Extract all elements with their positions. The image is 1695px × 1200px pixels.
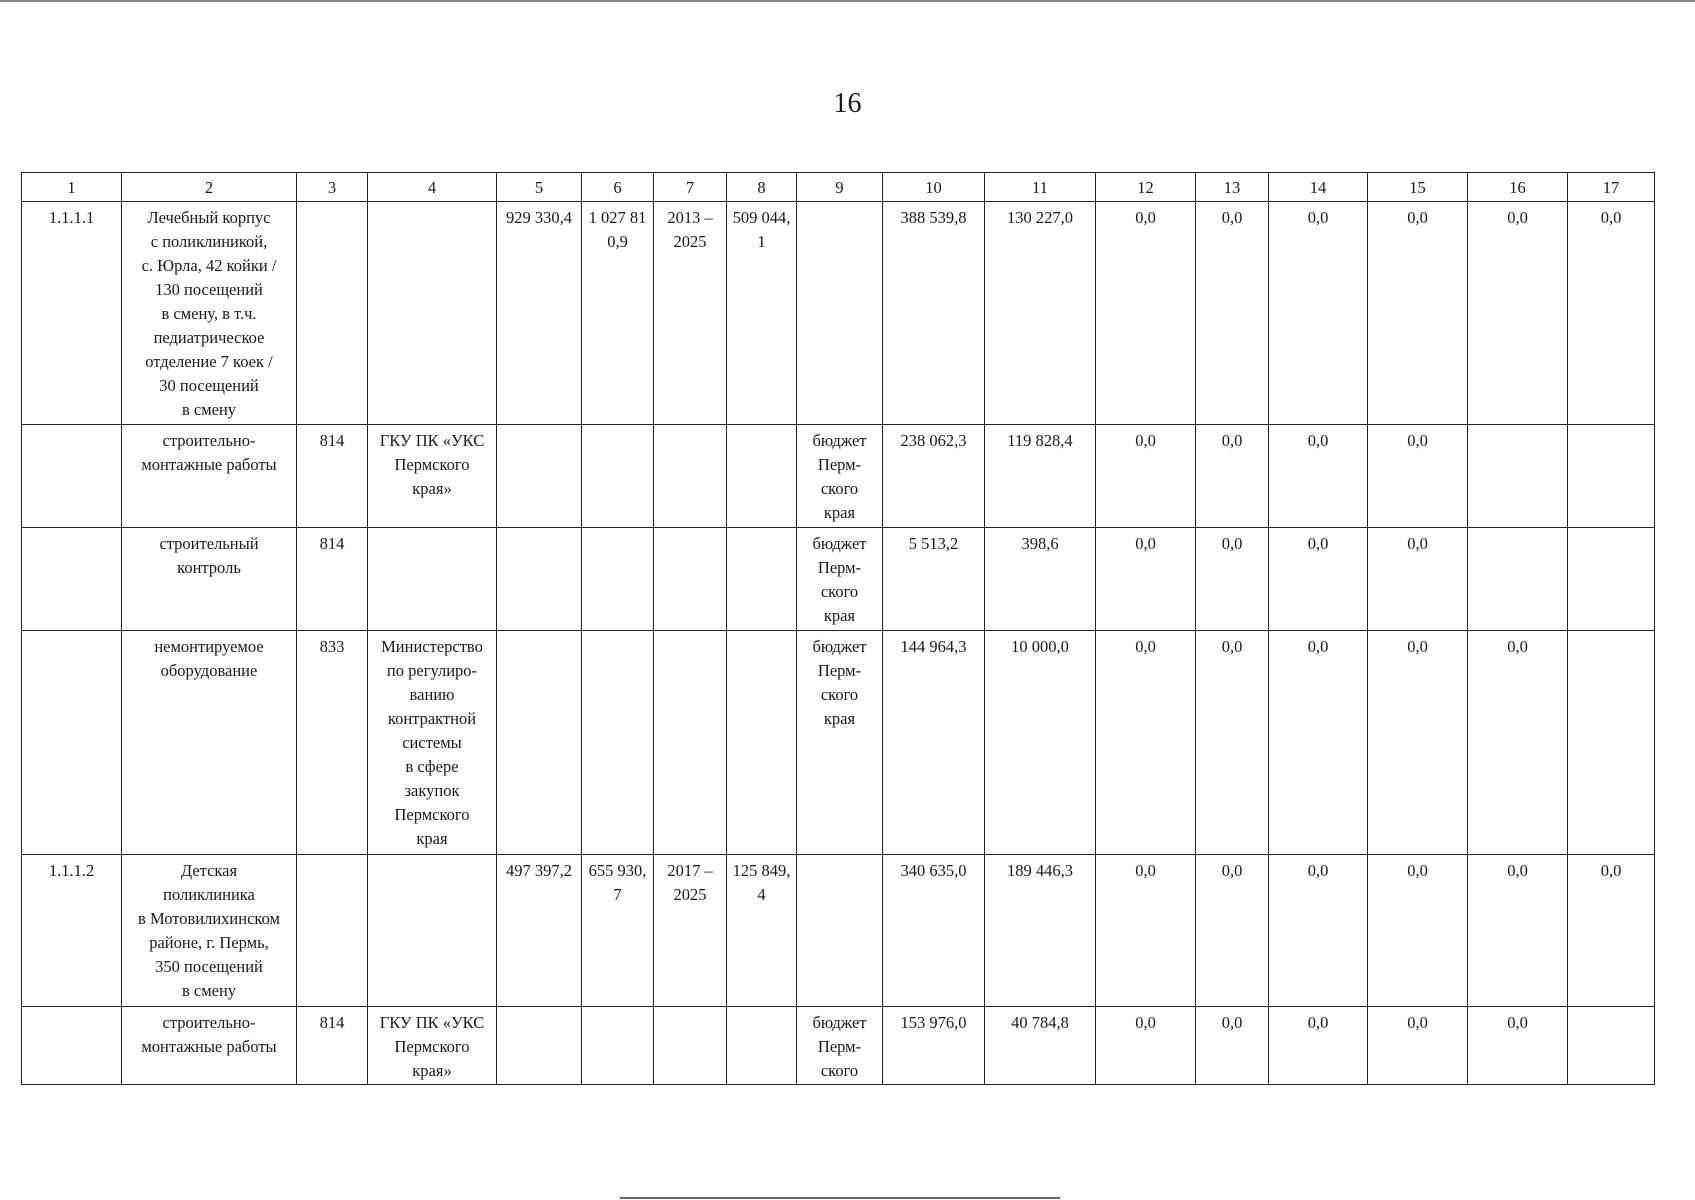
table-cell bbox=[727, 528, 797, 631]
column-header: 7 bbox=[654, 173, 727, 202]
table-cell: 0,0 bbox=[1196, 855, 1269, 1007]
table-row bbox=[22, 202, 1655, 425]
table-cell: 0,0 bbox=[1269, 528, 1368, 631]
table-cell bbox=[297, 855, 368, 1007]
table-cell: 125 849, 4 bbox=[727, 855, 797, 1007]
table-cell: 0,0 bbox=[1468, 202, 1568, 425]
item-number-cell bbox=[22, 1007, 122, 1085]
column-header: 12 bbox=[1096, 173, 1196, 202]
table-cell: 0,0 bbox=[1568, 202, 1655, 425]
table-cell bbox=[1568, 528, 1655, 631]
table-cell: 1 027 81 0,9 bbox=[582, 202, 654, 425]
table-cell: 189 446,3 bbox=[985, 855, 1096, 1007]
column-header: 16 bbox=[1468, 173, 1568, 202]
table-cell bbox=[727, 631, 797, 855]
table-cell: 0,0 bbox=[1196, 1007, 1269, 1085]
column-header: 15 bbox=[1368, 173, 1468, 202]
table-cell bbox=[582, 1007, 654, 1085]
item-name-cell: строительный контроль bbox=[122, 528, 297, 631]
table-cell: 0,0 bbox=[1196, 528, 1269, 631]
page-number: 16 bbox=[833, 88, 862, 119]
item-name-cell: Лечебный корпус с поликлиникой, с. Юрла, 42 койки / 130 посещений в смену, в т.ч. педиатрическое отделение 7 коек / 30 посещений в смену bbox=[122, 202, 297, 425]
table-cell: 388 539,8 bbox=[883, 202, 985, 425]
table-cell: 238 062,3 bbox=[883, 425, 985, 528]
table-cell: 0,0 bbox=[1269, 202, 1368, 425]
item-number-cell bbox=[22, 631, 122, 855]
table-cell: 2013 – 2025 bbox=[654, 202, 727, 425]
table-cell: бюджет Перм- ского края bbox=[797, 631, 883, 855]
table-cell: 0,0 bbox=[1269, 1007, 1368, 1085]
table-cell: ГКУ ПК «УКС Пермского края» bbox=[368, 1007, 497, 1085]
table-cell: 119 828,4 bbox=[985, 425, 1096, 528]
table-cell: Министерство по регулиро- ванию контрактной системы в сфере закупок Пермского края bbox=[368, 631, 497, 855]
table-cell bbox=[582, 425, 654, 528]
table-row bbox=[22, 1007, 1655, 1085]
table-cell bbox=[1468, 528, 1568, 631]
table-cell bbox=[368, 202, 497, 425]
table-cell bbox=[654, 1007, 727, 1085]
table-cell: 0,0 bbox=[1368, 202, 1468, 425]
table-cell bbox=[582, 528, 654, 631]
table-cell: 0,0 bbox=[1368, 631, 1468, 855]
table-cell: 0,0 bbox=[1468, 855, 1568, 1007]
table-cell: 814 bbox=[297, 425, 368, 528]
budget-table bbox=[21, 172, 1655, 1085]
item-number-cell: 1.1.1.2 bbox=[22, 855, 122, 1007]
table-cell: 40 784,8 bbox=[985, 1007, 1096, 1085]
item-number-cell: 1.1.1.1 bbox=[22, 202, 122, 425]
table-cell: 130 227,0 bbox=[985, 202, 1096, 425]
table-row bbox=[22, 631, 1655, 855]
table-cell: 0,0 bbox=[1568, 855, 1655, 1007]
table-cell: 0,0 bbox=[1368, 528, 1468, 631]
column-number-row bbox=[22, 173, 1655, 202]
table-cell: 0,0 bbox=[1468, 1007, 1568, 1085]
table-cell: 0,0 bbox=[1468, 631, 1568, 855]
table-cell: 0,0 bbox=[1096, 425, 1196, 528]
table-cell: бюджет Перм- ского края bbox=[797, 528, 883, 631]
table-cell bbox=[1468, 425, 1568, 528]
table-cell bbox=[654, 528, 727, 631]
item-name-cell: строительно- монтажные работы bbox=[122, 1007, 297, 1085]
table-cell: 814 bbox=[297, 1007, 368, 1085]
column-header: 4 bbox=[368, 173, 497, 202]
table-cell: 833 bbox=[297, 631, 368, 855]
column-header: 10 bbox=[883, 173, 985, 202]
bottom-scan-edge bbox=[620, 1197, 1060, 1199]
table-cell bbox=[497, 1007, 582, 1085]
item-name-cell: немонтируемое оборудование bbox=[122, 631, 297, 855]
column-header: 13 bbox=[1196, 173, 1269, 202]
table-cell: 497 397,2 bbox=[497, 855, 582, 1007]
table-cell: 144 964,3 bbox=[883, 631, 985, 855]
table-cell: 0,0 bbox=[1096, 202, 1196, 425]
table-cell bbox=[582, 631, 654, 855]
table-cell: 509 044, 1 bbox=[727, 202, 797, 425]
table-cell: 655 930, 7 bbox=[582, 855, 654, 1007]
table-cell: 0,0 bbox=[1269, 855, 1368, 1007]
table-row bbox=[22, 855, 1655, 1007]
column-header: 2 bbox=[122, 173, 297, 202]
table-cell bbox=[497, 528, 582, 631]
table-cell: 0,0 bbox=[1096, 528, 1196, 631]
column-header: 5 bbox=[497, 173, 582, 202]
table-cell bbox=[297, 202, 368, 425]
column-header: 9 bbox=[797, 173, 883, 202]
table-cell bbox=[797, 202, 883, 425]
table-cell bbox=[654, 425, 727, 528]
table-cell: 0,0 bbox=[1269, 425, 1368, 528]
table-cell: 340 635,0 bbox=[883, 855, 985, 1007]
table-cell: 0,0 bbox=[1269, 631, 1368, 855]
table-cell: 5 513,2 bbox=[883, 528, 985, 631]
table-cell bbox=[1568, 425, 1655, 528]
column-header: 14 bbox=[1269, 173, 1368, 202]
column-header: 6 bbox=[582, 173, 654, 202]
table-cell: бюджет Перм- ского края bbox=[797, 425, 883, 528]
column-header: 3 bbox=[297, 173, 368, 202]
table-cell: 0,0 bbox=[1196, 425, 1269, 528]
table-cell bbox=[654, 631, 727, 855]
table-cell: 0,0 bbox=[1368, 1007, 1468, 1085]
table-cell: 153 976,0 bbox=[883, 1007, 985, 1085]
column-header: 11 bbox=[985, 173, 1096, 202]
top-scan-edge bbox=[0, 0, 1695, 2]
table-cell bbox=[368, 528, 497, 631]
table-cell: 2017 – 2025 bbox=[654, 855, 727, 1007]
table-cell: 929 330,4 bbox=[497, 202, 582, 425]
column-header: 17 bbox=[1568, 173, 1655, 202]
table-cell: 0,0 bbox=[1368, 425, 1468, 528]
table-cell bbox=[368, 855, 497, 1007]
table-cell bbox=[1568, 631, 1655, 855]
table-cell: 398,6 bbox=[985, 528, 1096, 631]
item-number-cell bbox=[22, 425, 122, 528]
table-cell bbox=[727, 1007, 797, 1085]
table-row bbox=[22, 425, 1655, 528]
table-cell: бюджет Перм- ского bbox=[797, 1007, 883, 1085]
item-number-cell bbox=[22, 528, 122, 631]
table-cell: 0,0 bbox=[1196, 631, 1269, 855]
table-cell: ГКУ ПК «УКС Пермского края» bbox=[368, 425, 497, 528]
table-cell: 0,0 bbox=[1096, 855, 1196, 1007]
table-cell: 0,0 bbox=[1096, 631, 1196, 855]
table-cell bbox=[497, 425, 582, 528]
table-cell bbox=[727, 425, 797, 528]
table-row bbox=[22, 528, 1655, 631]
table-cell bbox=[1568, 1007, 1655, 1085]
table-cell: 814 bbox=[297, 528, 368, 631]
table-cell: 0,0 bbox=[1096, 1007, 1196, 1085]
column-header: 8 bbox=[727, 173, 797, 202]
table-cell bbox=[797, 855, 883, 1007]
item-name-cell: Детская поликлиника в Мотовилихинском районе, г. Пермь, 350 посещений в смену bbox=[122, 855, 297, 1007]
item-name-cell: строительно- монтажные работы bbox=[122, 425, 297, 528]
table-cell: 0,0 bbox=[1196, 202, 1269, 425]
table-cell: 10 000,0 bbox=[985, 631, 1096, 855]
table-cell bbox=[497, 631, 582, 855]
column-header: 1 bbox=[22, 173, 122, 202]
table-cell: 0,0 bbox=[1368, 855, 1468, 1007]
